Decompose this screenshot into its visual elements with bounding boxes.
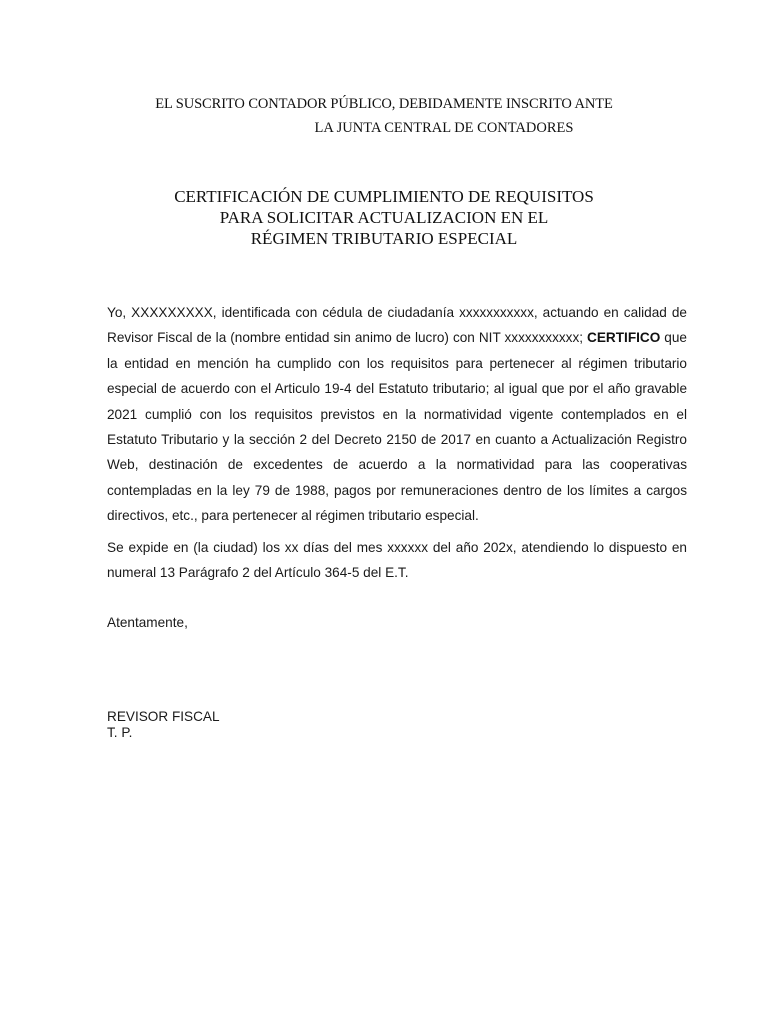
title-line-1: CERTIFICACIÓN DE CUMPLIMIENTO DE REQUISITOS (174, 187, 594, 206)
closing-salutation: Atentamente, (107, 615, 188, 630)
signature-tp: T. P. (107, 725, 133, 740)
certification-paragraph (107, 300, 687, 529)
signature-role: REVISOR FISCAL (107, 709, 220, 724)
certifico-keyword: CERTIFICO (587, 330, 661, 346)
header-line-1: EL SUSCRITO CONTADOR PÚBLICO, DEBIDAMENTE INSCRITO ANTE (155, 96, 613, 112)
title-line-2: PARA SOLICITAR ACTUALIZACION EN EL (219, 208, 549, 227)
paragraph-text-end: que la entidad en mención ha cumplido con los requisitos para pertenecer al régimen tributario especial de acuerdo con el Articulo 19-4 del Estatuto tributario; al igual que por el año gravable 2021 cumplió con los requisitos previstos en la normatividad vigente contemplados en el Estatuto Tributario y la sección 2 del Decreto 2150 de 2017 en cuanto a Actualización Registro Web, destinación de excedentes de acuerdo a la normatividad para las cooperativas contempladas en la ley 79 de 1988, pagos por remuneraciones dentro de los límites a cargos directivos, etc., para pertenecer al régimen tributario especial. (107, 330, 687, 524)
title-line-3: RÉGIMEN TRIBUTARIO ESPECIAL (250, 229, 518, 248)
paragraph-text-start: Yo, XXXXXXXXX, identificada con cédula de ciudadanía xxxxxxxxxxx, actuando en calidad de Revisor Fiscal de la (nombre entidad sin animo de lucro) con NIT xxxxxxxxxxx; (107, 305, 687, 346)
issuance-paragraph: Se expide en (la ciudad) los xx días del mes xxxxxx del año 202x, atendiendo lo dispuesto en numeral 13 Parágrafo 2 del Artículo 364-5 del E.T. (107, 540, 687, 581)
document-title (0, 186, 768, 249)
signature-block (107, 709, 220, 741)
header-line-2: LA JUNTA CENTRAL DE CONTADORES (314, 120, 574, 136)
